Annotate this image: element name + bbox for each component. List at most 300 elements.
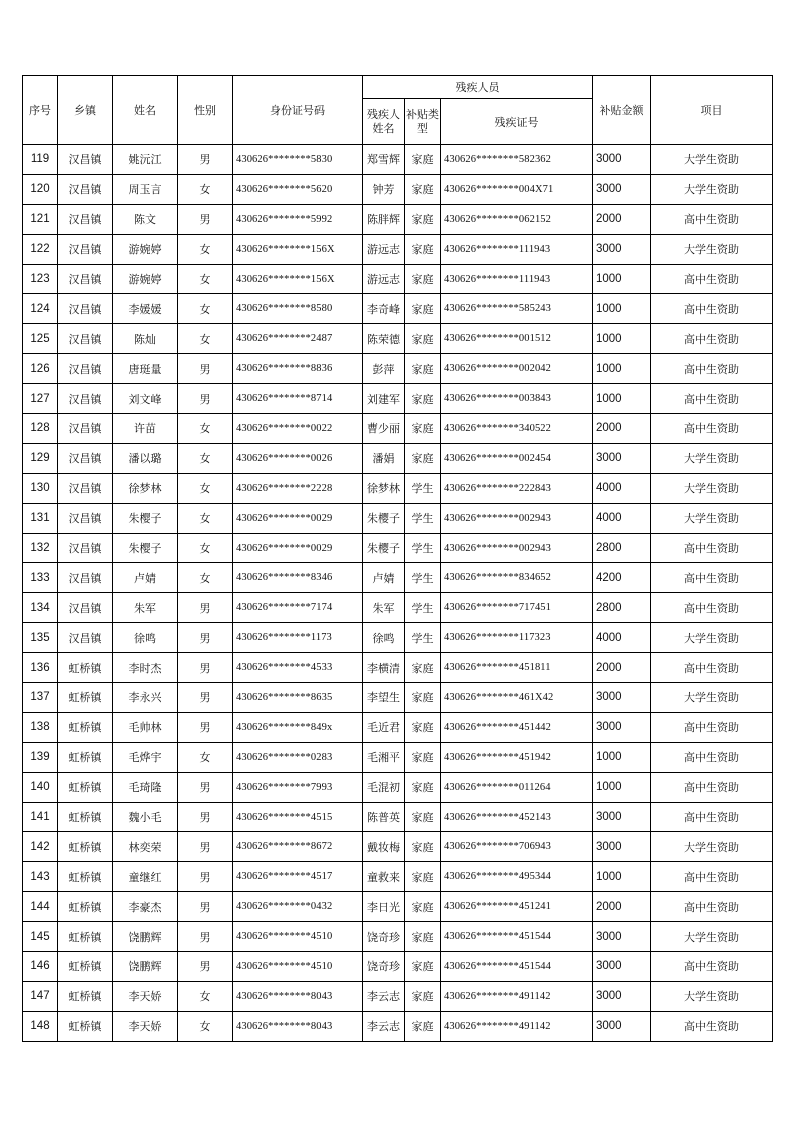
cell-disabled-name: 饶奇珍 — [363, 952, 405, 982]
cell-township: 虹桥镇 — [58, 1011, 113, 1041]
cell-township: 虹桥镇 — [58, 981, 113, 1011]
cell-seq: 119 — [23, 145, 58, 175]
cell-seq: 129 — [23, 443, 58, 473]
cell-township: 虹桥镇 — [58, 653, 113, 683]
cell-township: 虹桥镇 — [58, 742, 113, 772]
cell-project: 高中生资助 — [651, 772, 773, 802]
cell-id-number: 430626********2487 — [233, 324, 363, 354]
cell-project: 大学生资助 — [651, 981, 773, 1011]
table-row — [23, 563, 773, 593]
cell-amount: 1000 — [593, 384, 651, 414]
cell-amount: 1000 — [593, 294, 651, 324]
table-row — [23, 922, 773, 952]
cell-name: 李天娇 — [113, 981, 178, 1011]
cell-name: 李天娇 — [113, 1011, 178, 1041]
cell-name: 李媛媛 — [113, 294, 178, 324]
cell-subsidy-type: 家庭 — [405, 414, 441, 444]
cell-disability-cert: 430626********491142 — [441, 981, 593, 1011]
table-row — [23, 324, 773, 354]
cell-seq: 128 — [23, 414, 58, 444]
cell-gender: 男 — [178, 384, 233, 414]
cell-township: 虹桥镇 — [58, 683, 113, 713]
cell-township: 虹桥镇 — [58, 802, 113, 832]
cell-id-number: 430626********8346 — [233, 563, 363, 593]
cell-subsidy-type: 家庭 — [405, 952, 441, 982]
cell-subsidy-type: 家庭 — [405, 922, 441, 952]
cell-project: 高中生资助 — [651, 862, 773, 892]
cell-project: 高中生资助 — [651, 354, 773, 384]
cell-seq: 125 — [23, 324, 58, 354]
cell-township: 虹桥镇 — [58, 832, 113, 862]
header-subsidy-type: 补贴类型 — [405, 99, 441, 145]
cell-amount: 1000 — [593, 772, 651, 802]
cell-id-number: 430626********5830 — [233, 145, 363, 175]
cell-disabled-name: 李云志 — [363, 981, 405, 1011]
cell-disability-cert: 430626********451241 — [441, 892, 593, 922]
cell-amount: 4200 — [593, 563, 651, 593]
cell-name: 周玉言 — [113, 174, 178, 204]
cell-township: 虹桥镇 — [58, 712, 113, 742]
cell-seq: 148 — [23, 1011, 58, 1041]
cell-name: 姚沅江 — [113, 145, 178, 175]
cell-subsidy-type: 家庭 — [405, 653, 441, 683]
cell-disabled-name: 游远志 — [363, 234, 405, 264]
header-amount: 补贴金额 — [593, 76, 651, 145]
cell-gender: 女 — [178, 503, 233, 533]
cell-project: 高中生资助 — [651, 742, 773, 772]
cell-disabled-name: 朱军 — [363, 593, 405, 623]
cell-subsidy-type: 家庭 — [405, 384, 441, 414]
cell-amount: 3000 — [593, 683, 651, 713]
cell-name: 游婉婷 — [113, 264, 178, 294]
table-row — [23, 145, 773, 175]
cell-disabled-name: 戴妆梅 — [363, 832, 405, 862]
cell-seq: 132 — [23, 533, 58, 563]
cell-seq: 142 — [23, 832, 58, 862]
cell-subsidy-type: 学生 — [405, 593, 441, 623]
cell-amount: 3000 — [593, 174, 651, 204]
cell-amount: 2000 — [593, 653, 651, 683]
cell-disability-cert: 430626********582362 — [441, 145, 593, 175]
cell-id-number: 430626********0026 — [233, 443, 363, 473]
cell-name: 刘文峰 — [113, 384, 178, 414]
table-row — [23, 294, 773, 324]
cell-amount: 1000 — [593, 354, 651, 384]
subsidy-table — [22, 75, 773, 1042]
cell-disabled-name: 郑雪辉 — [363, 145, 405, 175]
cell-project: 高中生资助 — [651, 563, 773, 593]
cell-id-number: 430626********8635 — [233, 683, 363, 713]
cell-subsidy-type: 学生 — [405, 563, 441, 593]
cell-gender: 女 — [178, 294, 233, 324]
table-row — [23, 653, 773, 683]
cell-amount: 2000 — [593, 414, 651, 444]
cell-gender: 男 — [178, 802, 233, 832]
cell-id-number: 430626********0283 — [233, 742, 363, 772]
cell-project: 高中生资助 — [651, 593, 773, 623]
cell-name: 许苗 — [113, 414, 178, 444]
cell-disabled-name: 陈胖辉 — [363, 204, 405, 234]
table-row — [23, 1011, 773, 1041]
cell-disabled-name: 童救来 — [363, 862, 405, 892]
cell-disability-cert: 430626********117323 — [441, 623, 593, 653]
cell-gender: 男 — [178, 862, 233, 892]
cell-subsidy-type: 家庭 — [405, 264, 441, 294]
cell-id-number: 430626********8714 — [233, 384, 363, 414]
cell-id-number: 430626********4515 — [233, 802, 363, 832]
cell-seq: 137 — [23, 683, 58, 713]
cell-disabled-name: 徐鸣 — [363, 623, 405, 653]
cell-township: 汉昌镇 — [58, 204, 113, 234]
cell-disability-cert: 430626********002042 — [441, 354, 593, 384]
cell-name: 陈灿 — [113, 324, 178, 354]
cell-seq: 127 — [23, 384, 58, 414]
cell-disability-cert: 430626********495344 — [441, 862, 593, 892]
cell-disability-cert: 430626********062152 — [441, 204, 593, 234]
cell-seq: 122 — [23, 234, 58, 264]
cell-disability-cert: 430626********002454 — [441, 443, 593, 473]
cell-seq: 145 — [23, 922, 58, 952]
cell-name: 饶鹏辉 — [113, 922, 178, 952]
cell-disability-cert: 430626********461X42 — [441, 683, 593, 713]
table-row — [23, 503, 773, 533]
cell-project: 大学生资助 — [651, 503, 773, 533]
cell-id-number: 430626********5620 — [233, 174, 363, 204]
cell-amount: 2000 — [593, 892, 651, 922]
cell-disability-cert: 430626********004X71 — [441, 174, 593, 204]
cell-name: 卢婧 — [113, 563, 178, 593]
cell-subsidy-type: 家庭 — [405, 174, 441, 204]
cell-amount: 3000 — [593, 145, 651, 175]
cell-township: 汉昌镇 — [58, 234, 113, 264]
cell-seq: 133 — [23, 563, 58, 593]
cell-gender: 女 — [178, 414, 233, 444]
cell-gender: 男 — [178, 922, 233, 952]
cell-amount: 3000 — [593, 952, 651, 982]
cell-gender: 女 — [178, 174, 233, 204]
header-project: 项目 — [651, 76, 773, 145]
cell-name: 朱樱子 — [113, 533, 178, 563]
table-row — [23, 862, 773, 892]
cell-township: 汉昌镇 — [58, 414, 113, 444]
cell-amount: 4000 — [593, 473, 651, 503]
header-disability-cert: 残疾证号 — [441, 99, 593, 145]
cell-disability-cert: 430626********585243 — [441, 294, 593, 324]
cell-disabled-name: 陈普英 — [363, 802, 405, 832]
table-row — [23, 981, 773, 1011]
table-row — [23, 742, 773, 772]
cell-subsidy-type: 家庭 — [405, 862, 441, 892]
cell-township: 汉昌镇 — [58, 623, 113, 653]
cell-subsidy-type: 家庭 — [405, 354, 441, 384]
cell-amount: 2000 — [593, 204, 651, 234]
cell-disability-cert: 430626********452143 — [441, 802, 593, 832]
cell-name: 唐珽量 — [113, 354, 178, 384]
cell-township: 虹桥镇 — [58, 772, 113, 802]
cell-disabled-name: 李奇峰 — [363, 294, 405, 324]
cell-subsidy-type: 家庭 — [405, 802, 441, 832]
cell-seq: 120 — [23, 174, 58, 204]
cell-name: 游婉婷 — [113, 234, 178, 264]
cell-gender: 女 — [178, 264, 233, 294]
cell-township: 汉昌镇 — [58, 384, 113, 414]
cell-disability-cert: 430626********451442 — [441, 712, 593, 742]
cell-gender: 女 — [178, 234, 233, 264]
table-row — [23, 473, 773, 503]
cell-township: 汉昌镇 — [58, 473, 113, 503]
cell-amount: 3000 — [593, 802, 651, 832]
cell-subsidy-type: 家庭 — [405, 1011, 441, 1041]
table-row — [23, 533, 773, 563]
table-row — [23, 174, 773, 204]
table-row — [23, 264, 773, 294]
cell-name: 李豪杰 — [113, 892, 178, 922]
cell-township: 汉昌镇 — [58, 563, 113, 593]
header-id-number: 身份证号码 — [233, 76, 363, 145]
cell-disability-cert: 430626********706943 — [441, 832, 593, 862]
table-row — [23, 204, 773, 234]
cell-project: 高中生资助 — [651, 533, 773, 563]
cell-subsidy-type: 家庭 — [405, 324, 441, 354]
cell-disabled-name: 彭萍 — [363, 354, 405, 384]
cell-disability-cert: 430626********451811 — [441, 653, 593, 683]
cell-id-number: 430626********8043 — [233, 1011, 363, 1041]
cell-id-number: 430626********2228 — [233, 473, 363, 503]
cell-project: 高中生资助 — [651, 294, 773, 324]
cell-project: 大学生资助 — [651, 174, 773, 204]
table-row — [23, 443, 773, 473]
cell-subsidy-type: 家庭 — [405, 712, 441, 742]
cell-subsidy-type: 家庭 — [405, 204, 441, 234]
cell-seq: 146 — [23, 952, 58, 982]
header-township: 乡镇 — [58, 76, 113, 145]
cell-id-number: 430626********0029 — [233, 503, 363, 533]
cell-township: 虹桥镇 — [58, 952, 113, 982]
table-row — [23, 952, 773, 982]
cell-amount: 1000 — [593, 742, 651, 772]
cell-project: 高中生资助 — [651, 414, 773, 444]
cell-subsidy-type: 家庭 — [405, 443, 441, 473]
cell-disabled-name: 卢婧 — [363, 563, 405, 593]
cell-gender: 男 — [178, 145, 233, 175]
table-body — [23, 145, 773, 1042]
cell-gender: 男 — [178, 772, 233, 802]
cell-seq: 134 — [23, 593, 58, 623]
cell-disability-cert: 430626********111943 — [441, 264, 593, 294]
cell-project: 高中生资助 — [651, 1011, 773, 1041]
cell-project: 大学生资助 — [651, 145, 773, 175]
cell-project: 大学生资助 — [651, 683, 773, 713]
cell-disability-cert: 430626********340522 — [441, 414, 593, 444]
table-row — [23, 384, 773, 414]
cell-disability-cert: 430626********717451 — [441, 593, 593, 623]
cell-seq: 123 — [23, 264, 58, 294]
cell-disability-cert: 430626********002943 — [441, 533, 593, 563]
cell-disabled-name: 曹少丽 — [363, 414, 405, 444]
cell-seq: 147 — [23, 981, 58, 1011]
cell-id-number: 430626********7993 — [233, 772, 363, 802]
cell-gender: 女 — [178, 1011, 233, 1041]
cell-id-number: 430626********156X — [233, 234, 363, 264]
cell-disability-cert: 430626********834652 — [441, 563, 593, 593]
cell-id-number: 430626********1173 — [233, 623, 363, 653]
cell-disability-cert: 430626********002943 — [441, 503, 593, 533]
cell-disability-cert: 430626********451544 — [441, 952, 593, 982]
cell-project: 高中生资助 — [651, 653, 773, 683]
cell-subsidy-type: 家庭 — [405, 294, 441, 324]
cell-subsidy-type: 家庭 — [405, 234, 441, 264]
cell-disabled-name: 李望生 — [363, 683, 405, 713]
cell-disability-cert: 430626********491142 — [441, 1011, 593, 1041]
cell-id-number: 430626********8580 — [233, 294, 363, 324]
cell-name: 毛琦隆 — [113, 772, 178, 802]
cell-disabled-name: 陈荣德 — [363, 324, 405, 354]
cell-id-number: 430626********4510 — [233, 922, 363, 952]
cell-disabled-name: 朱樱子 — [363, 503, 405, 533]
cell-project: 高中生资助 — [651, 802, 773, 832]
cell-gender: 女 — [178, 324, 233, 354]
cell-township: 汉昌镇 — [58, 264, 113, 294]
cell-id-number: 430626********0432 — [233, 892, 363, 922]
cell-disabled-name: 饶奇珍 — [363, 922, 405, 952]
cell-name: 李永兴 — [113, 683, 178, 713]
cell-project: 大学生资助 — [651, 473, 773, 503]
cell-amount: 4000 — [593, 623, 651, 653]
cell-gender: 男 — [178, 832, 233, 862]
cell-disabled-name: 毛混初 — [363, 772, 405, 802]
header-name: 姓名 — [113, 76, 178, 145]
cell-subsidy-type: 家庭 — [405, 145, 441, 175]
cell-seq: 141 — [23, 802, 58, 832]
cell-disabled-name: 朱樱子 — [363, 533, 405, 563]
cell-township: 虹桥镇 — [58, 922, 113, 952]
cell-id-number: 430626********8672 — [233, 832, 363, 862]
cell-subsidy-type: 家庭 — [405, 683, 441, 713]
table-row — [23, 802, 773, 832]
cell-amount: 3000 — [593, 981, 651, 1011]
cell-disabled-name: 钟芳 — [363, 174, 405, 204]
cell-disability-cert: 430626********001512 — [441, 324, 593, 354]
cell-subsidy-type: 学生 — [405, 473, 441, 503]
cell-gender: 男 — [178, 712, 233, 742]
cell-amount: 3000 — [593, 832, 651, 862]
cell-seq: 138 — [23, 712, 58, 742]
table-row — [23, 593, 773, 623]
cell-project: 大学生资助 — [651, 234, 773, 264]
cell-gender: 男 — [178, 354, 233, 384]
cell-amount: 1000 — [593, 264, 651, 294]
cell-gender: 男 — [178, 683, 233, 713]
cell-seq: 124 — [23, 294, 58, 324]
cell-disabled-name: 徐梦林 — [363, 473, 405, 503]
cell-disabled-name: 游远志 — [363, 264, 405, 294]
cell-name: 饶鹏辉 — [113, 952, 178, 982]
cell-name: 魏小毛 — [113, 802, 178, 832]
cell-township: 汉昌镇 — [58, 503, 113, 533]
cell-seq: 136 — [23, 653, 58, 683]
cell-name: 李时杰 — [113, 653, 178, 683]
header-gender: 性别 — [178, 76, 233, 145]
cell-project: 大学生资助 — [651, 443, 773, 473]
cell-project: 高中生资助 — [651, 892, 773, 922]
cell-township: 汉昌镇 — [58, 145, 113, 175]
cell-township: 汉昌镇 — [58, 443, 113, 473]
cell-amount: 2800 — [593, 593, 651, 623]
cell-project: 高中生资助 — [651, 264, 773, 294]
cell-project: 高中生资助 — [651, 712, 773, 742]
cell-seq: 144 — [23, 892, 58, 922]
cell-disability-cert: 430626********222843 — [441, 473, 593, 503]
cell-township: 汉昌镇 — [58, 533, 113, 563]
cell-amount: 4000 — [593, 503, 651, 533]
cell-gender: 男 — [178, 892, 233, 922]
cell-gender: 男 — [178, 204, 233, 234]
cell-id-number: 430626********4517 — [233, 862, 363, 892]
cell-seq: 131 — [23, 503, 58, 533]
cell-name: 朱樱子 — [113, 503, 178, 533]
cell-gender: 女 — [178, 742, 233, 772]
cell-township: 汉昌镇 — [58, 324, 113, 354]
cell-id-number: 430626********4510 — [233, 952, 363, 982]
cell-id-number: 430626********849x — [233, 712, 363, 742]
cell-id-number: 430626********0022 — [233, 414, 363, 444]
cell-id-number: 430626********5992 — [233, 204, 363, 234]
cell-name: 陈文 — [113, 204, 178, 234]
cell-name: 徐鸣 — [113, 623, 178, 653]
cell-project: 大学生资助 — [651, 623, 773, 653]
cell-project: 大学生资助 — [651, 922, 773, 952]
cell-subsidy-type: 家庭 — [405, 742, 441, 772]
cell-amount: 3000 — [593, 712, 651, 742]
cell-name: 潘以璐 — [113, 443, 178, 473]
table-row — [23, 772, 773, 802]
cell-subsidy-type: 家庭 — [405, 892, 441, 922]
cell-disability-cert: 430626********111943 — [441, 234, 593, 264]
cell-id-number: 430626********156X — [233, 264, 363, 294]
cell-id-number: 430626********8836 — [233, 354, 363, 384]
header-disabled-name: 残疾人姓名 — [363, 99, 405, 145]
cell-subsidy-type: 学生 — [405, 533, 441, 563]
cell-gender: 女 — [178, 533, 233, 563]
cell-name: 童继红 — [113, 862, 178, 892]
cell-id-number: 430626********7174 — [233, 593, 363, 623]
cell-seq: 139 — [23, 742, 58, 772]
cell-name: 徐梦林 — [113, 473, 178, 503]
cell-amount: 1000 — [593, 324, 651, 354]
cell-disability-cert: 430626********003843 — [441, 384, 593, 414]
cell-disabled-name: 潘娟 — [363, 443, 405, 473]
cell-amount: 3000 — [593, 443, 651, 473]
cell-subsidy-type: 家庭 — [405, 981, 441, 1011]
cell-gender: 女 — [178, 443, 233, 473]
table-row — [23, 354, 773, 384]
cell-disabled-name: 李日光 — [363, 892, 405, 922]
cell-disabled-name: 李横清 — [363, 653, 405, 683]
cell-amount: 1000 — [593, 862, 651, 892]
table-row — [23, 234, 773, 264]
cell-subsidy-type: 学生 — [405, 503, 441, 533]
cell-name: 林奕荣 — [113, 832, 178, 862]
cell-seq: 121 — [23, 204, 58, 234]
header-disabled-group: 残疾人员 — [363, 76, 593, 99]
cell-disabled-name: 李云志 — [363, 1011, 405, 1041]
cell-amount: 3000 — [593, 922, 651, 952]
cell-township: 汉昌镇 — [58, 593, 113, 623]
cell-disability-cert: 430626********011264 — [441, 772, 593, 802]
table-row — [23, 623, 773, 653]
cell-gender: 男 — [178, 952, 233, 982]
table-header — [23, 76, 773, 145]
